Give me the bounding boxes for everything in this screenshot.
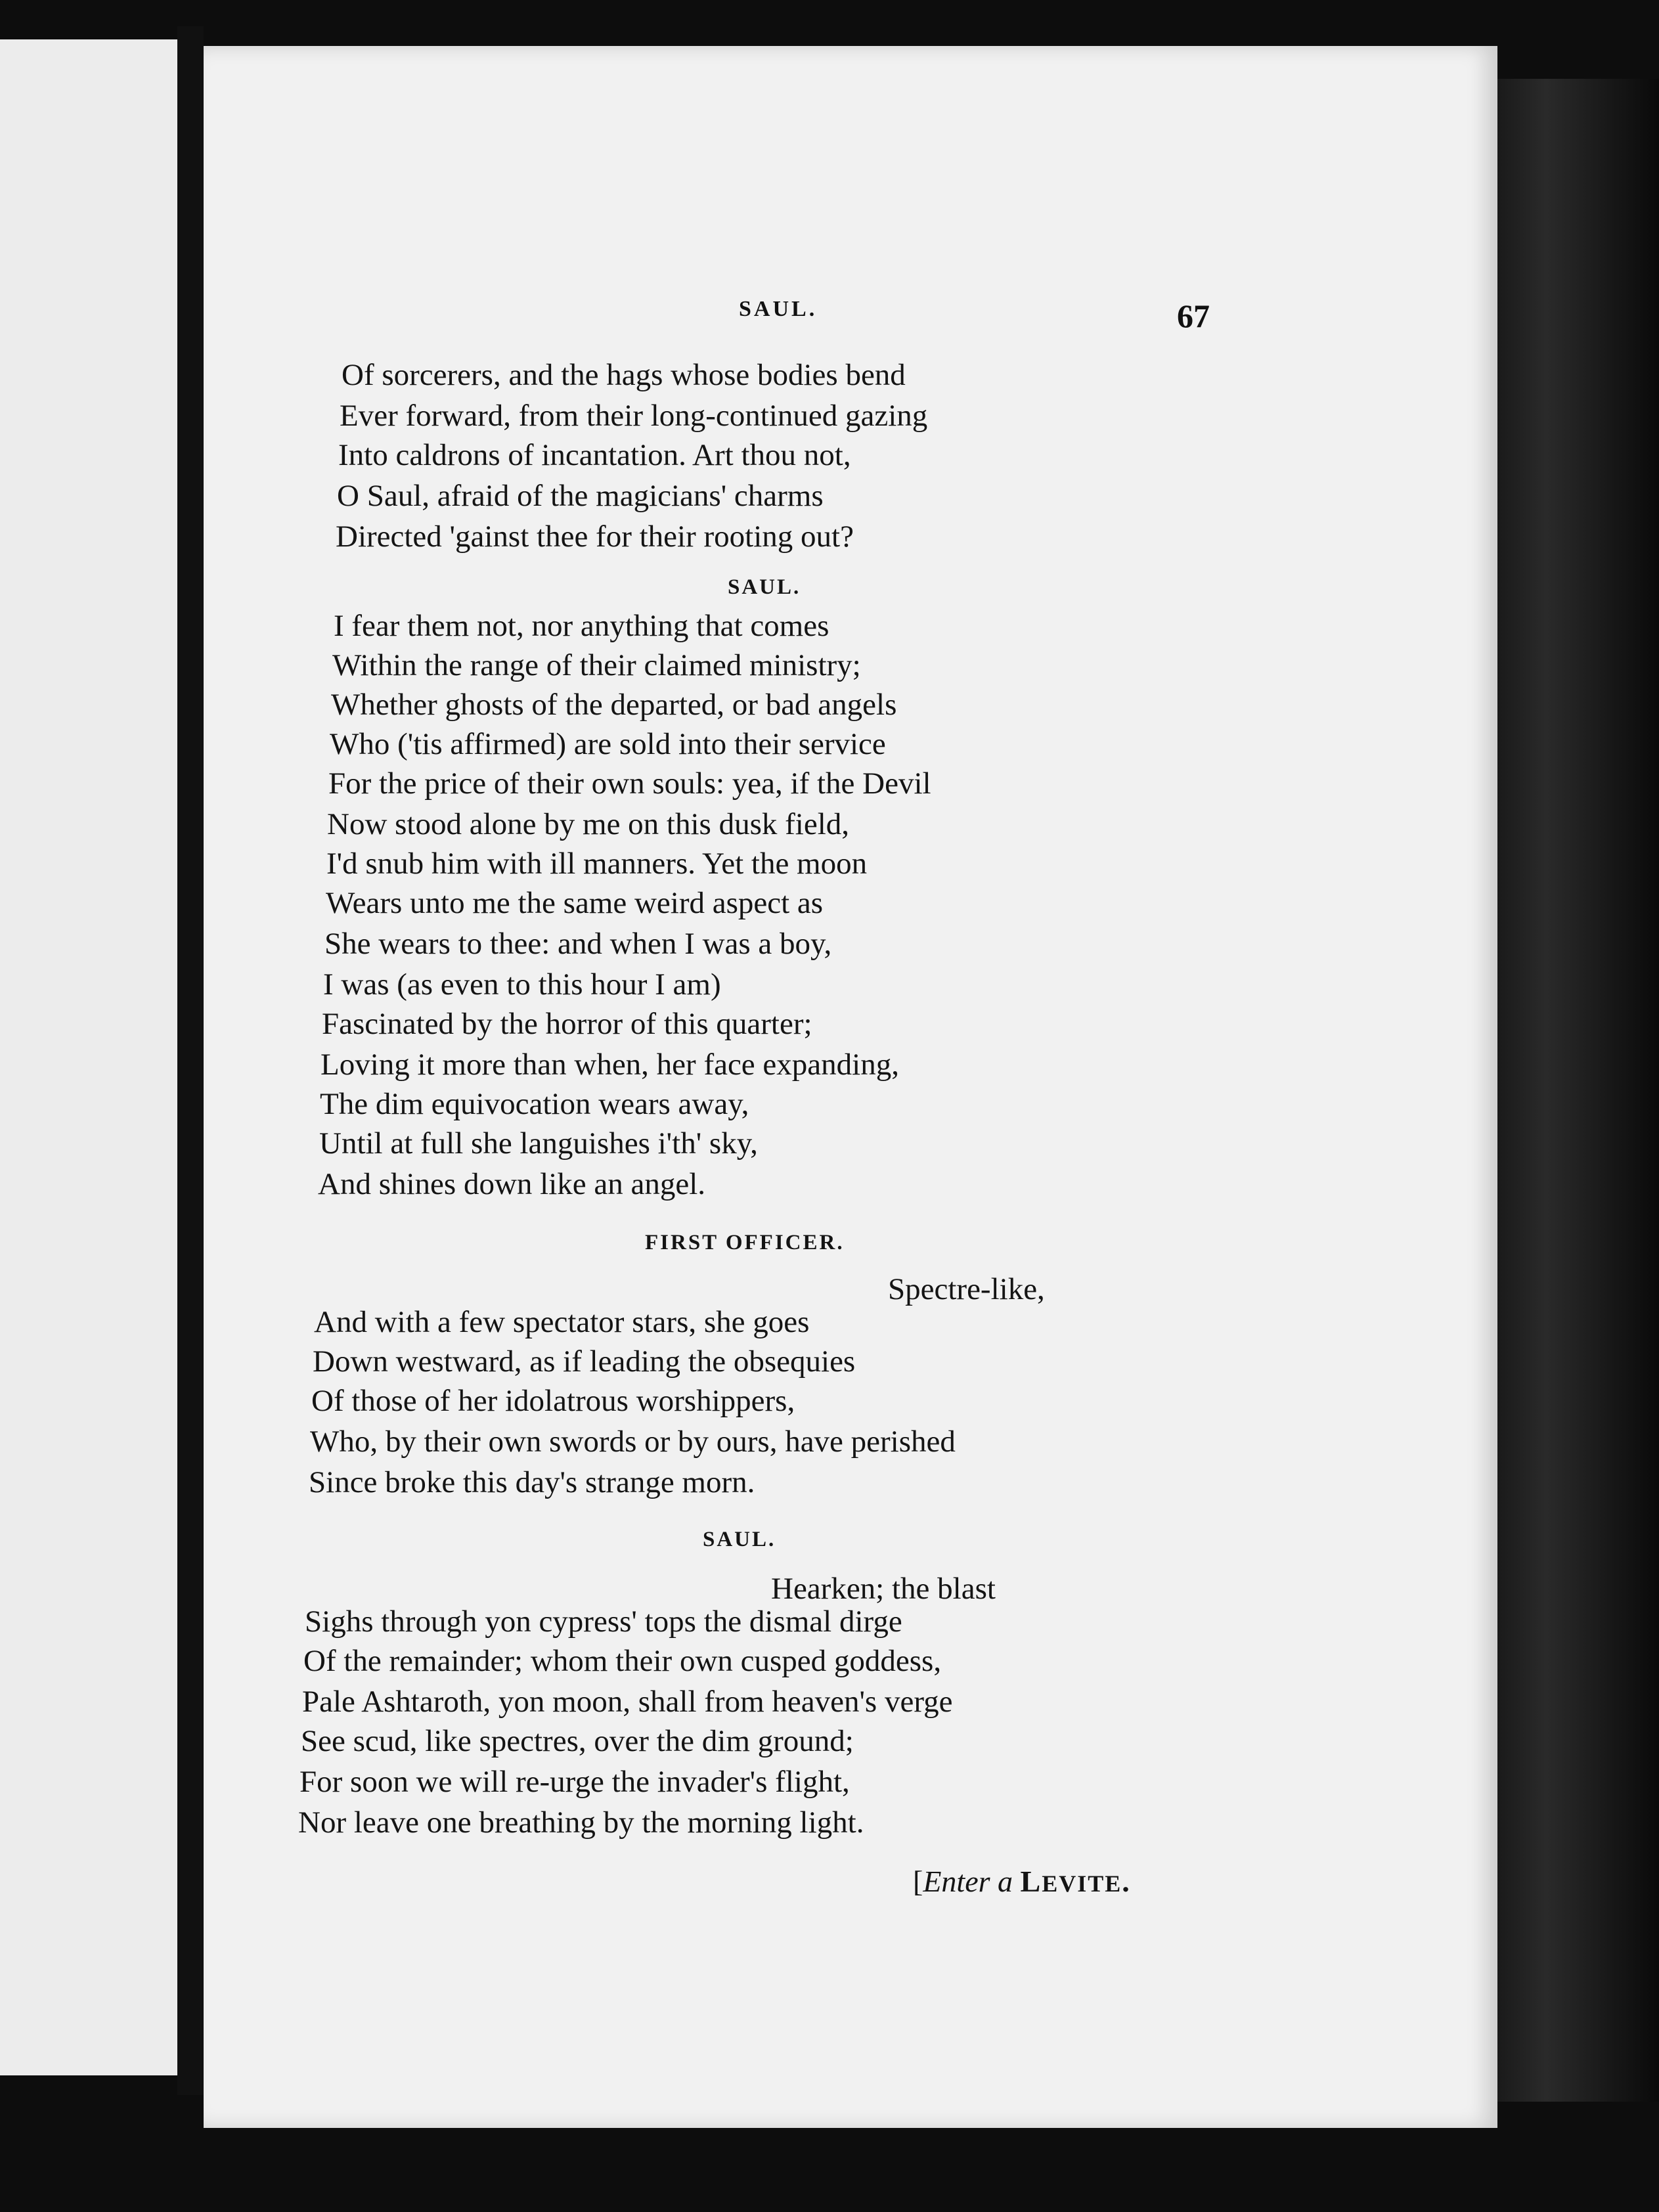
speaker-label: FIRST OFFICER.: [645, 1231, 845, 1254]
page-number: 67: [1177, 298, 1210, 334]
verse-line: O Saul, afraid of the magicians' charms: [337, 479, 824, 513]
verse-line: Ever forward, from their long-continued gazing: [340, 399, 928, 433]
verse-line: For the price of their own souls: yea, if the Devil: [328, 766, 931, 801]
verse-line: Now stood alone by me on this dusk field,: [327, 807, 850, 841]
verse-line: I was (as even to this hour I am): [323, 967, 721, 1002]
verse-line: Of those of her idolatrous worshippers,: [311, 1384, 795, 1418]
stage-bracket: [: [913, 1865, 923, 1898]
verse-line: Down westward, as if leading the obsequies: [313, 1344, 856, 1379]
stage-cap-initial: L: [1020, 1865, 1042, 1898]
verse-line: Loving it more than when, her face expanding,: [321, 1048, 899, 1082]
verse-line: Of the remainder; whom their own cusped goddess,: [303, 1644, 942, 1678]
verse-line: Hearken; the blast: [771, 1572, 996, 1606]
stage-cap-rest: EVITE: [1042, 1870, 1122, 1897]
verse-line: Until at full she languishes i'th' sky,: [319, 1126, 758, 1161]
stage-direction: [913, 1864, 1131, 1899]
verse-line: For soon we will re-urge the invader's flight,: [299, 1765, 850, 1799]
verse-line: Directed 'gainst thee for their rooting out?: [336, 520, 854, 554]
verse-line: Of sorcerers, and the hags whose bodies bend: [342, 358, 906, 392]
verse-line: Whether ghosts of the departed, or bad angels: [331, 688, 897, 722]
verse-line: Within the range of their claimed ministry;: [332, 648, 861, 682]
stage-italic: Enter a: [923, 1865, 1013, 1898]
verse-line: She wears to thee: and when I was a boy,: [324, 927, 832, 961]
verse-line: The dim equivocation wears away,: [320, 1087, 749, 1121]
verse-line: And with a few spectator stars, she goes: [314, 1305, 810, 1339]
verse-line: Since broke this day's strange morn.: [309, 1465, 755, 1499]
verse-line: See scud, like spectres, over the dim ground;: [301, 1724, 854, 1758]
verse-line: Into caldrons of incantation. Art thou not,: [338, 438, 851, 472]
verse-line: Wears unto me the same weird aspect as: [326, 886, 824, 920]
verse-line: Fascinated by the horror of this quarter;: [322, 1007, 812, 1041]
verse-line: Sighs through yon cypress' tops the dismal dirge: [305, 1604, 902, 1639]
verse-line: Pale Ashtaroth, yon moon, shall from heaven's verge: [302, 1685, 953, 1719]
speaker-label: SAUL.: [703, 1528, 776, 1551]
verse-line: And shines down like an angel.: [318, 1167, 706, 1201]
verse-line: I fear them not, nor anything that comes: [334, 609, 830, 643]
verse-line: Who, by their own swords or by ours, have perished: [310, 1425, 956, 1459]
speaker-label: SAUL.: [728, 575, 801, 599]
stage-period: .: [1122, 1865, 1131, 1898]
verse-line: I'd snub him with ill manners. Yet the moon: [326, 847, 868, 881]
running-head: SAUL.: [739, 297, 818, 321]
verse-line: Spectre-like,: [888, 1272, 1045, 1306]
verse-line: Who ('tis affirmed) are sold into their service: [330, 727, 886, 761]
verse-line: Nor leave one breathing by the morning light.: [298, 1805, 864, 1840]
